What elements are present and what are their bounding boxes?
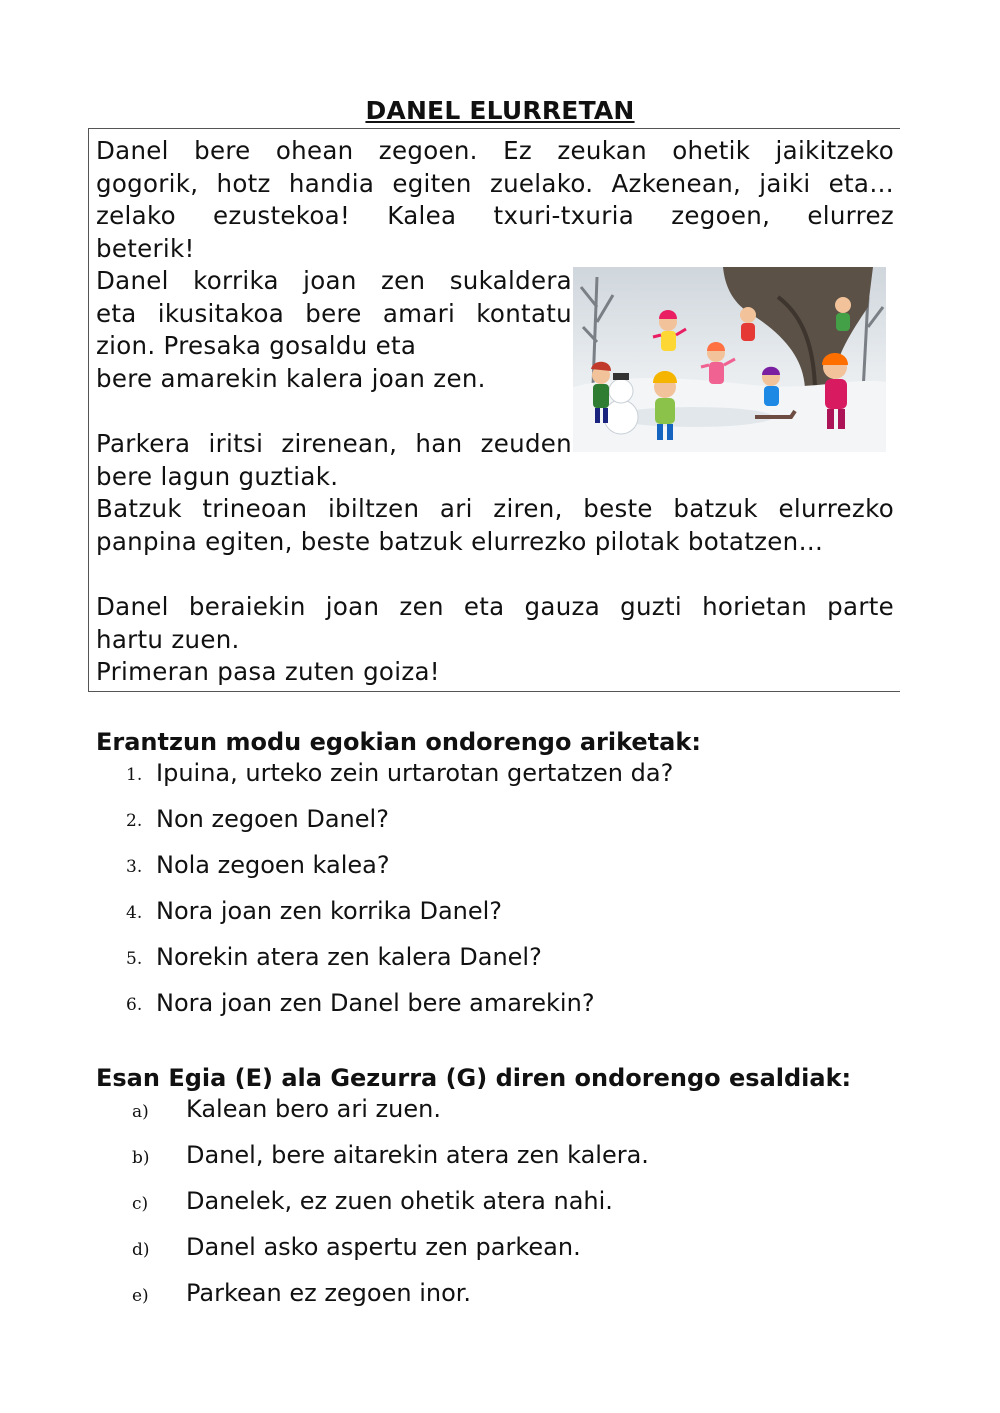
story-line: eta ikusitakoa bere amari kontatu (96, 298, 572, 328)
statement-letter: a) (132, 1102, 149, 1122)
story-line: Parkera iritsi zirenean, han zeuden (96, 429, 572, 458)
statement-text: Danel asko aspertu zen parkean. (186, 1233, 581, 1261)
statement-text: Parkean ez zegoen inor. (186, 1279, 472, 1307)
question-number: 3. (126, 857, 143, 877)
question-text: Norekin atera zen kalera Danel? (156, 943, 542, 971)
true-false-heading: Esan Egia (E) ala Gezurra (G) diren ondorengo esaldiak: (96, 1064, 852, 1092)
story-line: bere amarekin kalera joan zen. (96, 363, 486, 393)
story-paragraph-3 (96, 428, 572, 493)
statement-text: Kalean bero ari zuen. (186, 1095, 441, 1123)
story-line: beterik! (96, 233, 195, 263)
statement-letter: e) (132, 1286, 149, 1306)
story-line: gogorik, hotz handia egiten zuelako. Azkenean, jaiki eta… (96, 168, 894, 198)
story-line: Danel korrika joan zen sukaldera (96, 266, 572, 295)
question-number: 5. (126, 949, 143, 969)
statement-text: Danel, bere aitarekin atera zen kalera. (186, 1141, 649, 1169)
question-text: Non zegoen Danel? (156, 805, 389, 833)
question-number: 2. (126, 811, 143, 831)
statement-text: Danelek, ez zuen ohetik atera nahi. (186, 1187, 613, 1215)
page-title: DANEL ELURRETAN (365, 96, 635, 125)
question-number: 4. (126, 903, 143, 923)
story-line: Danel beraiekin joan zen eta gauza guzti horietan parte (96, 592, 894, 621)
question-text: Nora joan zen Danel bere amarekin? (156, 989, 595, 1017)
winter-park-illustration (573, 267, 886, 452)
statement-letter: b) (132, 1148, 150, 1168)
story-paragraph-2 (96, 265, 572, 395)
story-line: Primeran pasa zuten goiza! (96, 657, 440, 686)
story-line: Batzuk trineoan ibiltzen ari ziren, beste batzuk elurrezko (96, 494, 894, 523)
question-number: 6. (126, 995, 143, 1015)
question-text: Nora joan zen korrika Danel? (156, 897, 503, 925)
question-number: 1. (126, 765, 143, 785)
story-line: Danel bere ohean zegoen. Ez zeukan ohetik jaikitzeko (96, 136, 894, 165)
questions-heading: Erantzun modu egokian ondorengo ariketak: (96, 728, 701, 756)
story-line: zelako ezustekoa! Kalea txuri-txuria zegoen, elurrez (96, 201, 894, 230)
question-text: Ipuina, urteko zein urtarotan gertatzen da? (156, 759, 674, 787)
story-line: zion. Presaka gosaldu eta (96, 331, 417, 360)
statement-letter: c) (132, 1194, 149, 1214)
story-line: hartu zuen. (96, 624, 240, 654)
story-line: panpina egiten, beste batzuk elurrezko pilotak botatzen… (96, 526, 824, 556)
question-text: Nola zegoen kalea? (156, 851, 390, 879)
story-paragraph-4 (96, 493, 894, 558)
story-line: bere lagun guztiak. (96, 461, 339, 491)
story-paragraph-1 (96, 135, 894, 265)
statement-letter: d) (132, 1240, 150, 1260)
story-paragraph-5 (96, 591, 894, 689)
